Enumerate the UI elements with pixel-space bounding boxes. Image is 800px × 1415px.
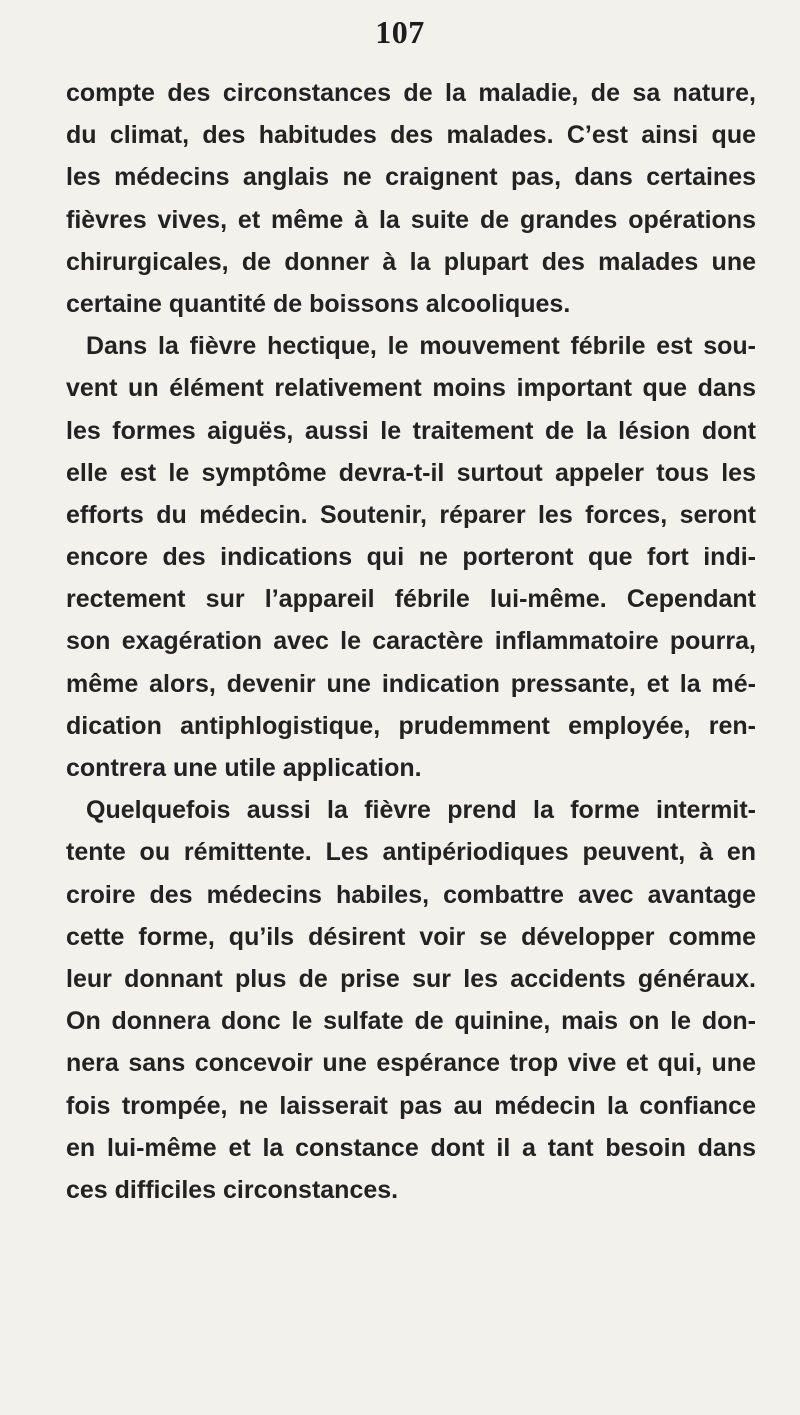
text-line: Dans la fièvre hectique, le mouvement fébrile est sou- <box>86 332 756 361</box>
text-line: leur donnant plus de prise sur les accidents généraux. <box>66 964 756 993</box>
text-line: fièvres vives, et même à la suite de grandes opérations <box>66 205 756 234</box>
text-line: certaine quantité de boissons alcooliques. <box>66 289 571 318</box>
text-line: son exagération avec le caractère inflammatoire pourra, <box>66 627 756 656</box>
text-line: compte des circonstances de la maladie, de sa nature, <box>66 79 756 107</box>
text-line: rectement sur l’appareil fébrile lui-même. Cependant <box>66 585 756 614</box>
text-line: en lui-même et la constance dont il a tant besoin dans <box>66 1133 756 1162</box>
text-line: les formes aiguës, aussi le traitement de la lésion dont <box>66 416 756 445</box>
text-line: cette forme, qu’ils désirent voir se développer comme <box>66 922 756 951</box>
text-line: nera sans concevoir une espérance trop vive et qui, une <box>66 1049 756 1078</box>
text-line: efforts du médecin. Soutenir, réparer les forces, seront <box>66 500 756 529</box>
text-line: elle est le symptôme devra-t-il surtout appeler tous les <box>66 458 756 487</box>
text-line: du climat, des habitudes des malades. C’est ainsi que <box>66 121 756 150</box>
text-line: On donnera donc le sulfate de quinine, mais on le don- <box>66 1007 756 1036</box>
text-line: encore des indications qui ne porteront que fort indi- <box>66 543 756 572</box>
body-text <box>66 72 756 1211</box>
text-line: tente ou rémittente. Les antipériodiques peuvent, à en <box>66 838 756 867</box>
text-line: croire des médecins habiles, combattre avec avantage <box>66 880 756 909</box>
text-line: fois trompée, ne laisserait pas au médecin la confiance <box>66 1091 756 1120</box>
text-line: dication antiphlogistique, prudemment employée, ren- <box>66 711 756 740</box>
text-line: vent un élément relativement moins important que dans <box>66 374 756 403</box>
text-line: ces difficiles circonstances. <box>66 1175 399 1204</box>
page-number: 107 <box>375 14 425 50</box>
text-line: Quelquefois aussi la fièvre prend la forme intermit- <box>86 796 756 825</box>
text-line: les médecins anglais ne craignent pas, dans certaines <box>66 163 756 192</box>
text-line: même alors, devenir une indication pressante, et la mé- <box>66 669 756 698</box>
text-line: chirurgicales, de donner à la plupart des malades une <box>66 247 756 276</box>
text-line: contrera une utile application. <box>66 754 422 782</box>
